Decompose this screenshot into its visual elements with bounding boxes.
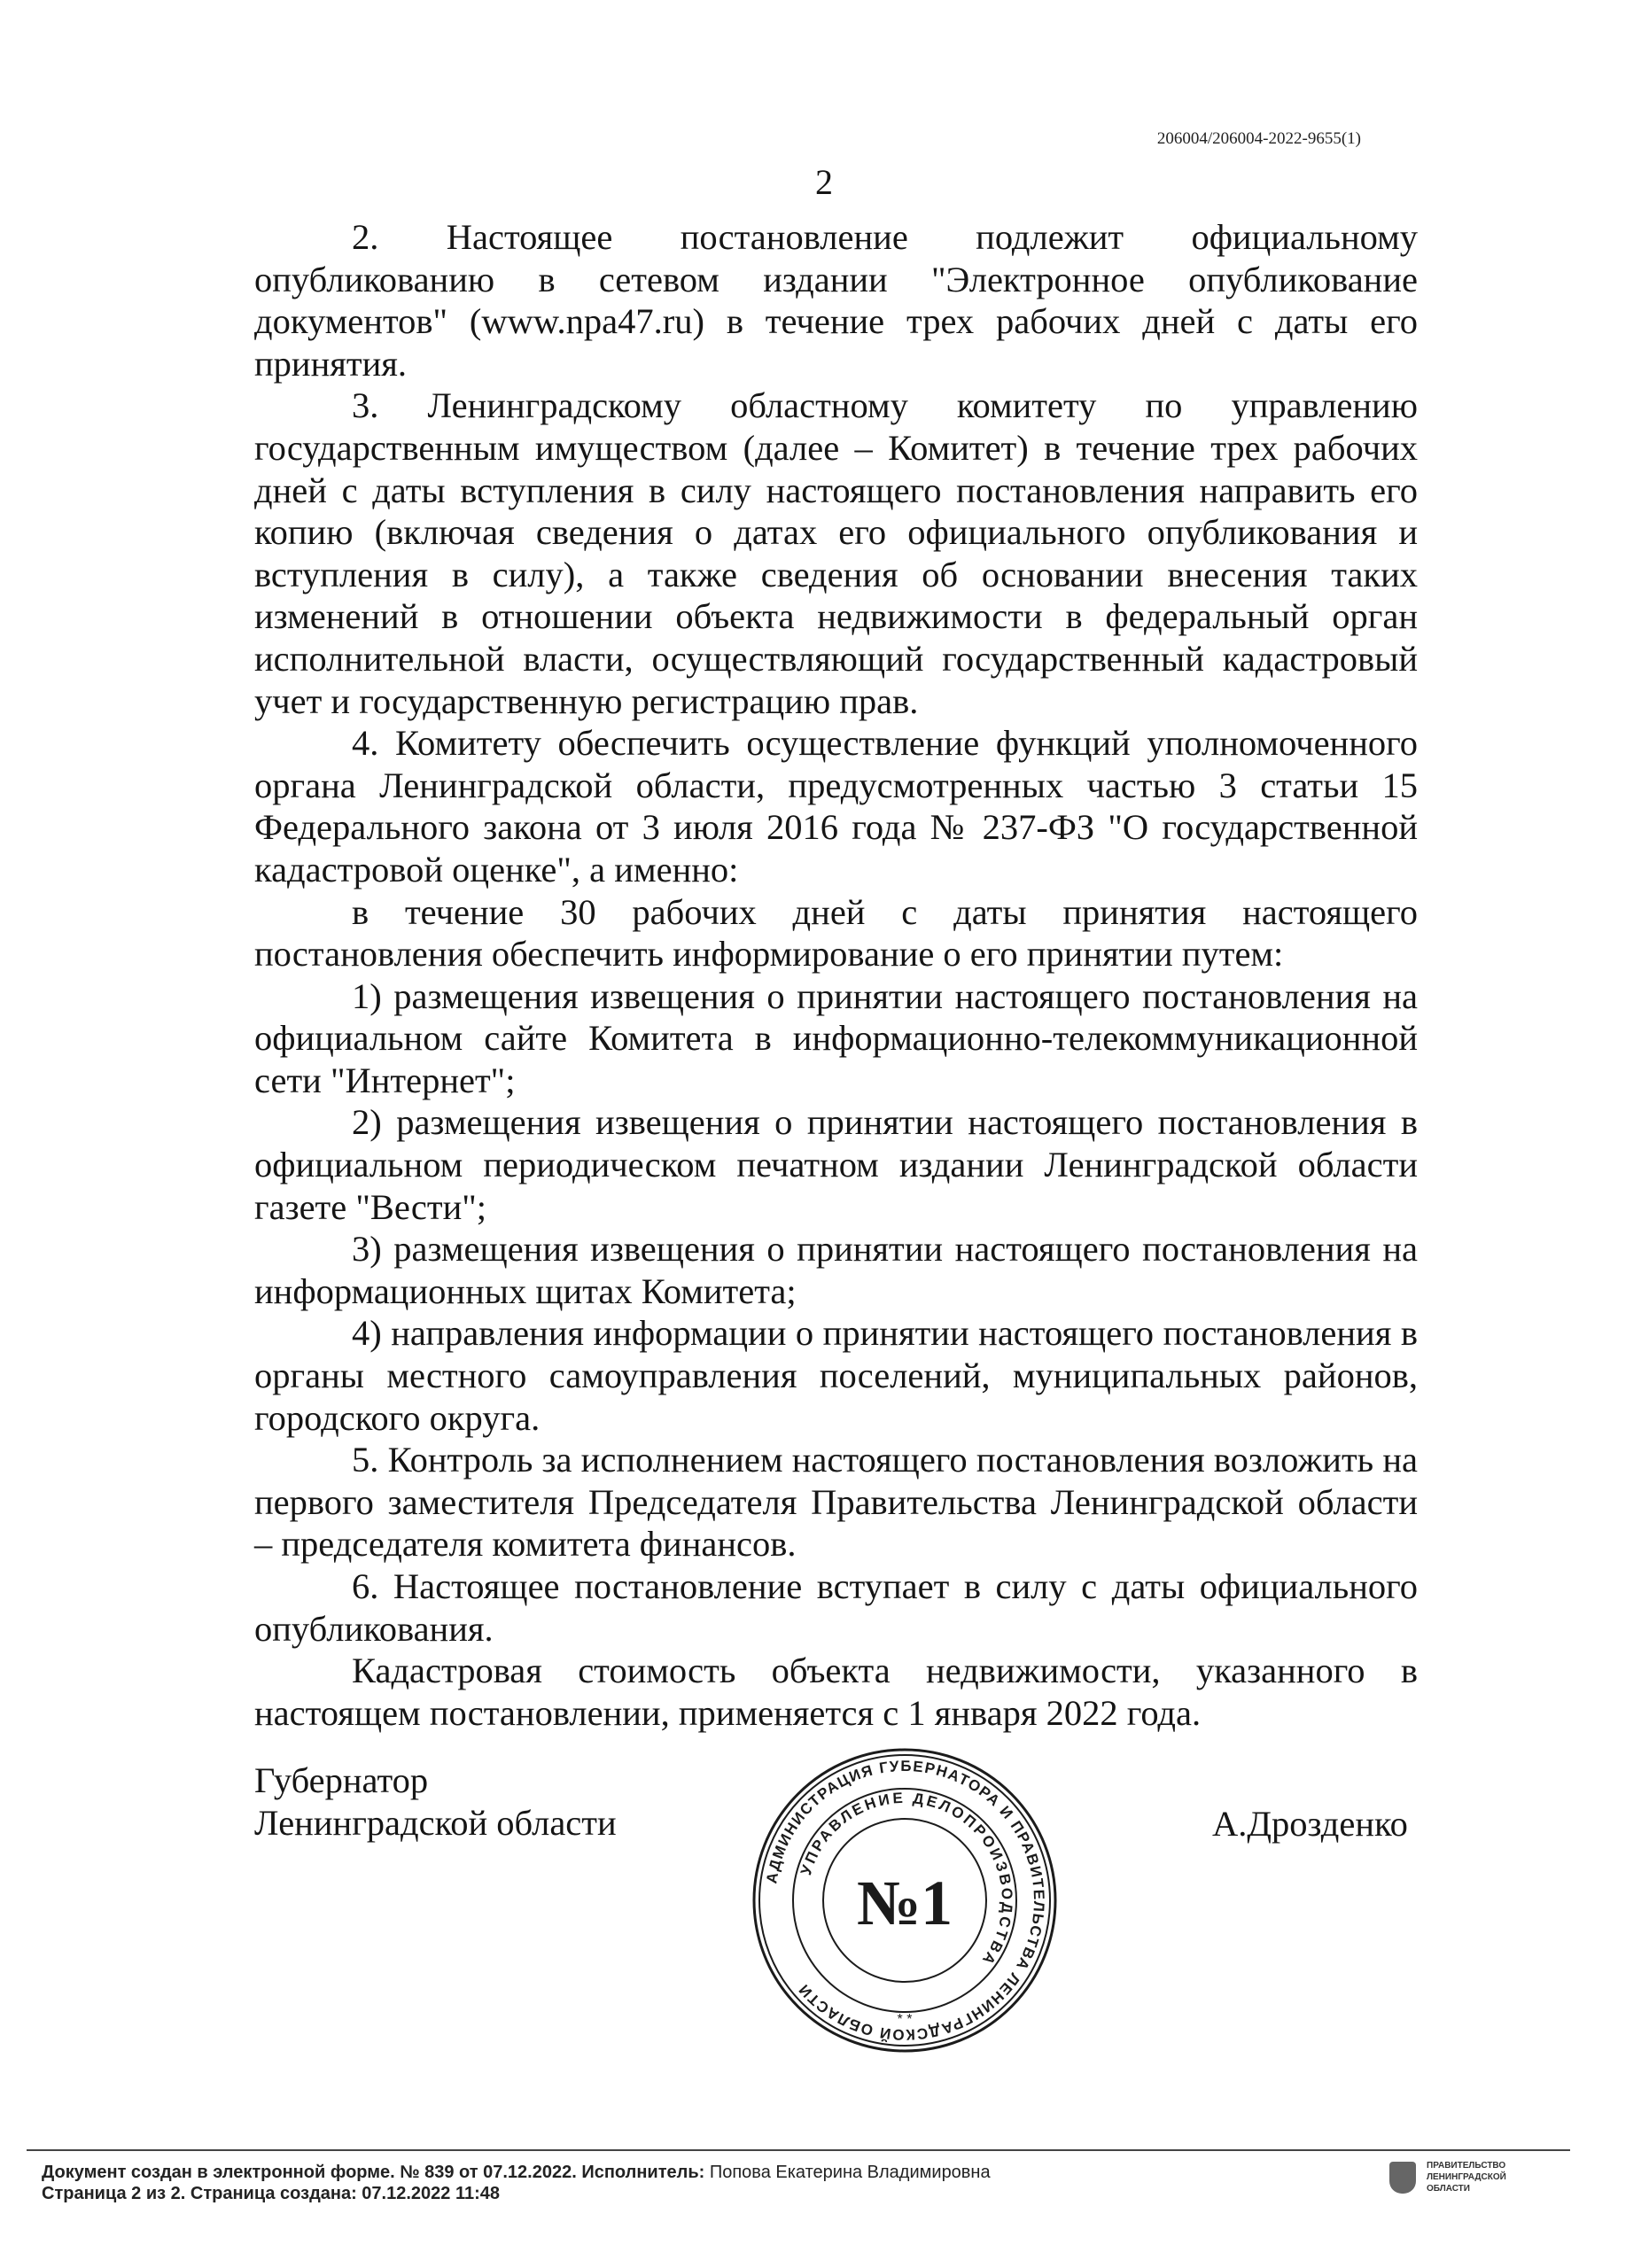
footer-line-1: [42, 2162, 991, 2183]
paragraph-informing: в течение 30 рабочих дней с даты принятия настоящего постановления обеспечить информирование о его принятии путем:: [254, 891, 1418, 975]
list-item-website: 1) размещения извещения о принятии настоящего постановления на официальном сайте Комитета в информационно-телекоммуникационной сети "Интернет";: [254, 975, 1418, 1100]
paragraph-committee-functions: 4. Комитету обеспечить осуществление функций уполномоченного органа Ленинградской области, предусмотренных частью 3 статьи 15 Федерального закона от 3 июля 2016 года № 237-ФЗ "О государственной кадастровой оценке", а именно:: [254, 723, 1418, 889]
page-number: 2: [815, 162, 833, 202]
stamp-outer-text: АДМИНИСТРАЦИЯ ГУБЕРНАТОРА И ПРАВИТЕЛЬСТВА ЛЕНИНГРАДСКОЙ ОБЛАСТИ: [763, 1757, 1048, 2044]
document-body: [254, 216, 1418, 1734]
government-logo: [1389, 2158, 1549, 2201]
paragraph-effective-date: 6. Настоящее постановление вступает в силу с даты официального опубликования.: [254, 1566, 1418, 1649]
document-registration-code: 206004/206004-2022-9655(1): [1156, 129, 1361, 148]
coat-of-arms-icon: [1389, 2162, 1416, 2194]
official-seal-stamp: [751, 1747, 1058, 2054]
stamp-number: №1: [856, 1868, 953, 1938]
signatory-region: Ленинградской области: [254, 1803, 617, 1843]
signatory-position: [254, 1759, 617, 1845]
footer-doc-info: Документ создан в электронной форме. № 839 от 07.12.2022. Исполнитель:: [42, 2163, 710, 2182]
paragraph-cadastral-value: Кадастровая стоимость объекта недвижимости, указанного в настоящем постановлении, применяется с 1 января 2022 года.: [254, 1651, 1418, 1733]
electronic-document-footer: [42, 2162, 991, 2204]
list-item-local-authorities: 4) направления информации о принятии настоящего постановления в органы местного самоуправления поселений, муниципальных районов, городского округа.: [254, 1313, 1418, 1438]
footer-executor: Попова Екатерина Владимировна: [709, 2163, 991, 2182]
footer-divider: [27, 2149, 1570, 2151]
paragraph-committee-copy: 3. Ленинградскому областному комитету по управлению государственным имуществом (далее – Комитет) в течение трех рабочих дней с даты вступления в силу настоящего постановления направить его копию (включая сведения о датах его официального опубликования и вступления в силу), а также сведения об основании внесения таких изменений в отношении объекта недвижимости в федеральный орган исполнительной власти, осуществляющий государственный кадастровый учет и государственную регистрацию прав.: [254, 385, 1418, 721]
signatory-name: А.Дрозденко: [1212, 1804, 1408, 1844]
signatory-title: Губернатор: [254, 1760, 429, 1800]
stamp-stars: * *: [897, 2012, 913, 2027]
list-item-boards: 3) размещения извещения о принятии настоящего постановления на информационных щитах Комитета;: [254, 1229, 1418, 1311]
paragraph-publication: 2. Настоящее постановление подлежит официальному опубликованию в сетевом издании "Электронное опубликование документов" (www.npa47.ru) в течение трех рабочих дней с даты его принятия.: [254, 217, 1418, 384]
stamp-inner-text: УПРАВЛЕНИЕ ДЕЛОПРОИЗВОДСТВА: [797, 1789, 1016, 1970]
paragraph-control: 5. Контроль за исполнением настоящего постановления возложить на первого заместителя Председателя Правительства Ленинградской области – председателя комитета финансов.: [254, 1440, 1418, 1565]
footer-page-info: Страница 2 из 2. Страница создана: 07.12.2022 11:48: [42, 2184, 501, 2203]
government-logo-text: ПРАВИТЕЛЬСТВО ЛЕНИНГРАДСКОЙ ОБЛАСТИ: [1427, 2161, 1506, 2194]
list-item-newspaper: 2) размещения извещения о принятии настоящего постановления в официальном периодическом печатном издании Ленинградской области газете "Вести";: [254, 1102, 1418, 1227]
